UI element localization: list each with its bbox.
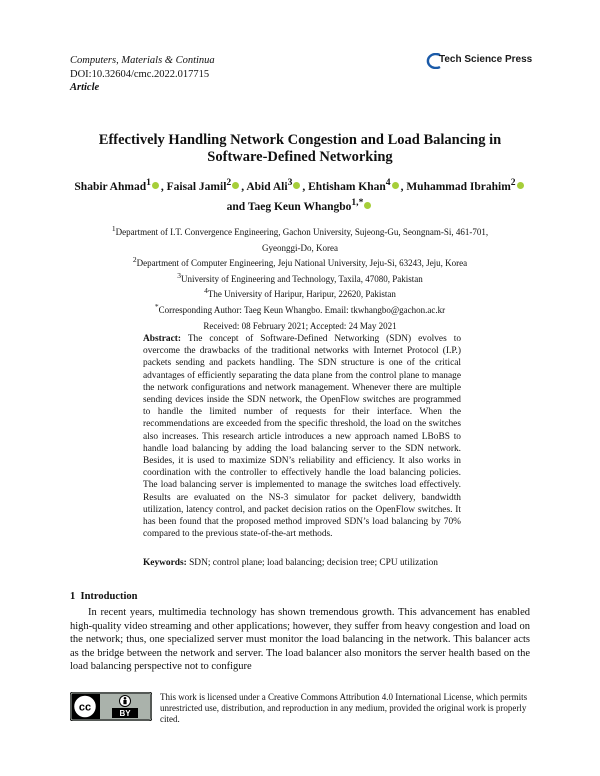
- title-line: Effectively Handling Network Congestion and Load Balancing in: [98, 132, 502, 148]
- introduction-paragraph: In recent years, multimedia technology has shown tremendous growth. This advancement has enabled high-quality video streaming and other applications; however, they suffer from heavy congestion and load on the network; thus, one specialized server must monitor the load balancing in the network. This balancer acts as the bridge between the network and server. The load balancer also monitors the server health based on the load balancing perspective not to configure: [70, 607, 530, 673]
- abstract: [143, 333, 461, 540]
- author-name: Faisal Jamil: [166, 180, 227, 193]
- author: Shabir Ahmad$^1$ ,: [74, 177, 167, 193]
- section-heading: 1 Introduction: [70, 591, 138, 602]
- orcid-icon[interactable]: [152, 182, 159, 189]
- author-name: Abid Ali: [246, 180, 288, 193]
- cc-by-badge[interactable]: [70, 692, 152, 721]
- author: Muhammad Ibrahim$^2$: [406, 181, 525, 193]
- affiliations: [60, 223, 540, 332]
- affiliation-line: Gyeonggi-Do, Korea: [262, 242, 338, 253]
- affiliation-line: $^2$Department of Computer Engineering, Jeju National University, Jeju-Si, 63243, Jeju, Korea: [132, 255, 468, 269]
- author-list: [60, 175, 540, 215]
- author-name: Shabir Ahmad: [74, 180, 147, 193]
- author-name: Taeg Keun Whangbo: [247, 200, 352, 213]
- orcid-icon[interactable]: [232, 182, 239, 189]
- cc-badge-text: cc: [78, 701, 92, 714]
- author-name: Muhammad Ibrahim: [406, 180, 511, 193]
- author-name: Ehtisham Khan: [308, 180, 386, 193]
- keywords-label: Keywords:: [143, 558, 187, 568]
- by-badge-text: BY: [119, 709, 131, 719]
- author-line-1: [60, 175, 540, 195]
- creative-commons-icon: [70, 692, 152, 721]
- affiliation-line: $^1$Department of I.T. Convergence Engineering, Gachon University, Sujeong-Gu, Seongnam-Si, 461-701,: [111, 224, 489, 237]
- author-line-2: and Taeg Keun Whangbo$^{1,*}$: [60, 195, 540, 215]
- received-accepted-dates: Received: 08 February 2021; Accepted: 24 May 2021: [203, 320, 397, 331]
- abstract-label: Abstract:: [143, 334, 182, 344]
- license-text: This work is licensed under a Creative Commons Attribution 4.0 International License, which permits unrestricted use, distribution, and reproduction in any medium, provided the original work is properly cited.: [160, 692, 528, 725]
- author: Ehtisham Khan$^4$ ,: [308, 177, 407, 193]
- affiliation-line: $^3$University of Engineering and Technology, Taxila, 47080, Pakistan: [177, 270, 423, 284]
- article-type: Article: [70, 82, 100, 93]
- orcid-icon[interactable]: [364, 202, 371, 209]
- orcid-icon[interactable]: [517, 182, 524, 189]
- journal-name: Computers, Materials & Continua: [70, 55, 215, 66]
- author: Abid Ali$^3$ ,: [246, 177, 309, 193]
- affiliation-line: $^4$The University of Haripur, Haripur, 22620, Pakistan: [204, 286, 396, 300]
- title-line: Software-Defined Networking: [207, 149, 393, 165]
- corresponding-author: *Corresponding Author: Taeg Keun Whangbo. Email: tkwhangbo@gachon.ac.kr: [154, 301, 446, 315]
- publisher-logo: [426, 52, 536, 70]
- keywords: [143, 557, 461, 569]
- orcid-icon[interactable]: [293, 182, 300, 189]
- doi[interactable]: DOI:10.32604/cmc.2022.017715: [70, 69, 210, 80]
- publisher-name: Tech Science Press: [439, 54, 533, 65]
- author: Faisal Jamil$^2$ ,: [166, 177, 247, 193]
- orcid-icon[interactable]: [392, 182, 399, 189]
- paper-title: [60, 132, 540, 166]
- abstract-text: The concept of Software-Defined Networking (SDN) evolves to overcome the drawbacks of the traditional networks with Internet Protocol (I.P.) packets sending and packets handling. The SDN structure is one of the critical advantages of efficiently separating the data plane from the control plane to manage the network configurations and network management. Whenever there are multiple sending devices inside the SDN network, the OpenFlow switches are programmed to handle the limited number of requests for their interface. When the recommendations are exceeded from the specific threshold, the load on the switches also increases. This research article introduces a new approach named LBoBS to handle load balancing by adding the load balancing server to the SDN network. Besides, it is used to maximize SDN’s reliability and efficiency. It also works in coordination with the controller to effectively handle the load balancing policies. The load balancing server is implemented to manage the switches load effectively. Results are evaluated on the NS-3 simulator for packet delivery, bandwidth utilization, latency control, and packet decision ratios on the OpenFlow switches. It has been found that the proposed method improved SDN’s load balancing by 70% compared to the previous state-of-the-art methods.: [143, 334, 462, 540]
- keywords-text: SDN; control plane; load balancing; decision tree; CPU utilization: [189, 558, 438, 568]
